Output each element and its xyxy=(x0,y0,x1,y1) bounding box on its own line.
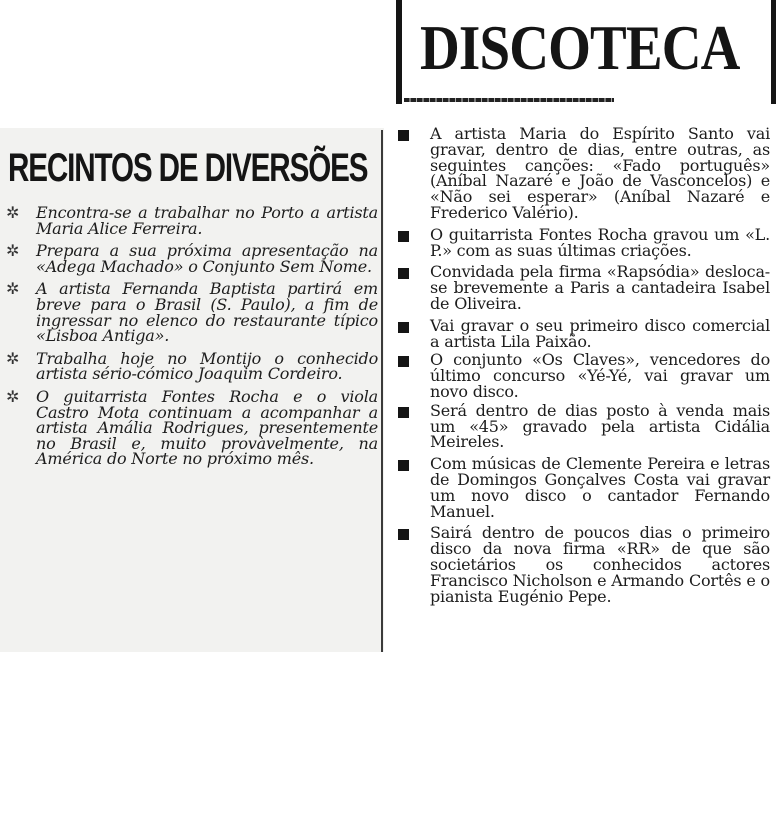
item-text: Encontra-se a trabalhar no Porto a artista Maria Alice Ferreira. xyxy=(36,203,378,238)
discoteca-list xyxy=(398,126,770,610)
item-text: Sairá dentro de poucos dias o primeiro disco da nova firma «RR» de que são societários os conhecidos actores Francisco Nicholson e Armando Cortês e o pianista Eugénio Pepe. xyxy=(430,523,770,606)
item-text: O guitarrista Fontes Rocha gravou um «L. P.» com as suas últimas criações. xyxy=(430,224,770,260)
list-item xyxy=(6,386,378,469)
recintos-list xyxy=(6,205,378,474)
square-bullet-icon xyxy=(398,529,409,540)
asterisk-bullet-icon: ✲ xyxy=(6,386,20,406)
asterisk-bullet-icon: ✲ xyxy=(6,279,20,299)
item-text: Com músicas de Clemente Pereira e letras de Domingos Gonçalves Costa vai gravar um novo disco o cantador Fernando Manuel. xyxy=(430,454,770,521)
item-text: Convidada pela firma «Rapsódia» desloca-se brevemente a Paris a cantadeira Isabel de Oliveira. xyxy=(430,262,770,313)
list-item xyxy=(398,400,770,452)
recintos-heading: RECINTOS DE DIVERSÕES xyxy=(8,146,368,190)
square-bullet-icon xyxy=(398,460,409,471)
square-bullet-icon xyxy=(398,130,409,141)
asterisk-bullet-icon: ✲ xyxy=(6,203,20,222)
item-text: Vai gravar o seu primeiro disco comercial a artista Lila Paixão. xyxy=(430,315,770,351)
discoteca-frame-left xyxy=(396,0,402,104)
asterisk-bullet-icon: ✲ xyxy=(6,241,20,261)
list-item xyxy=(398,126,770,221)
item-text: Prepara a sua próxima apresentação na «Adega Machado» o Conjunto Sem Nome. xyxy=(36,241,378,276)
list-item xyxy=(6,243,378,274)
list-item xyxy=(398,315,770,351)
list-item xyxy=(6,348,378,384)
item-text: A artista Maria do Espírito Santo vai gravar, dentro de dias, entre outras, as seguintes canções: «Fado português» (Aníbal Nazaré e João de Vasconcelos) e «Não sei esperar» (Aníbal Nazaré e Frederico Valério). xyxy=(430,124,770,222)
discoteca-frame-right xyxy=(771,0,776,104)
column-divider xyxy=(381,130,383,652)
item-text: Trabalha hoje no Montijo o conhecido artista sério-cómico Joaquim Cordeiro. xyxy=(36,348,378,384)
list-item xyxy=(398,456,770,519)
item-text: O guitarrista Fontes Rocha e o viola Castro Mota continuam a acompanhar a artista Amália Rodrigues, presentemente no Brasil e, muito provàvelmente, na América do Norte no próximo mês. xyxy=(36,386,378,469)
item-text: Será dentro de dias posto à venda mais um «45» gravado pela artista Cidália Meireles. xyxy=(430,400,770,452)
item-text: A artista Fernanda Baptista partirá em breve para o Brasil (S. Paulo), a fim de ingressar no elenco do restaurante típico «Lisboa Antiga». xyxy=(36,279,378,346)
item-text: O conjunto «Os Claves», vencedores do último concurso «Yé-Yé, vai gravar um novo disco. xyxy=(430,350,770,401)
heading-underline xyxy=(404,98,614,102)
list-item xyxy=(398,264,770,311)
square-bullet-icon xyxy=(398,407,409,418)
list-item xyxy=(398,224,770,260)
square-bullet-icon xyxy=(398,231,409,242)
square-bullet-icon xyxy=(398,356,409,367)
list-item xyxy=(6,279,378,346)
square-bullet-icon xyxy=(398,268,409,279)
asterisk-bullet-icon: ✲ xyxy=(6,348,20,368)
list-item xyxy=(398,352,770,399)
list-item xyxy=(6,205,378,236)
square-bullet-icon xyxy=(398,322,409,333)
list-item xyxy=(398,525,770,604)
discoteca-heading: DISCOTECA xyxy=(420,12,740,83)
